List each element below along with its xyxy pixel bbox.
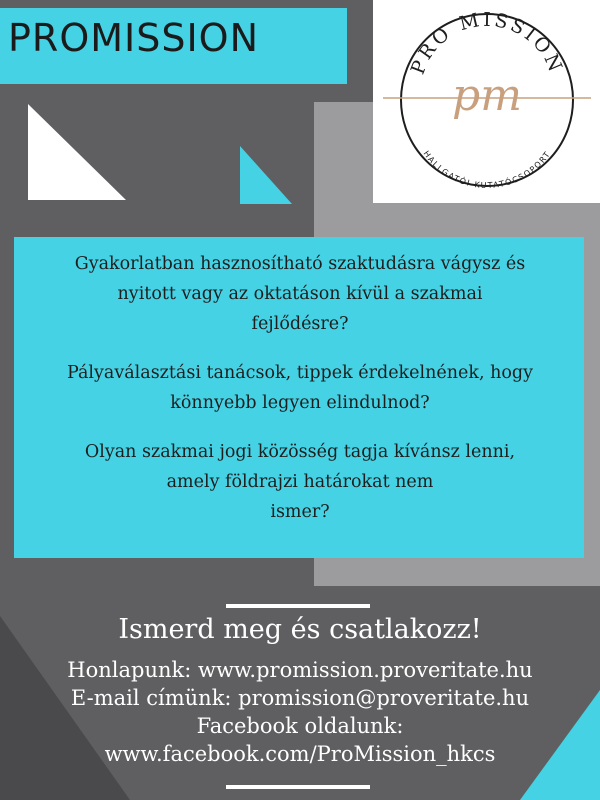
logo-monogram: pm <box>452 70 522 121</box>
page-title: PROMISSION <box>8 16 260 60</box>
facebook-label: Facebook oldalunk: <box>196 714 404 738</box>
logo <box>373 0 600 203</box>
logo-emblem <box>373 0 600 203</box>
email-line[interactable]: E-mail címünk: promission@proveritate.hu <box>70 686 530 710</box>
paragraph-3: Olyan szakmai jogi közösség tagja kívánsz lenni, amely földrajzi határokat nem ismer? <box>84 442 516 522</box>
contact-info <box>0 656 600 768</box>
content-text <box>20 249 580 546</box>
top-divider <box>226 604 370 608</box>
paragraph-1: Gyakorlatban hasznosítható szaktudásra vágysz és nyitott vagy az oktatáson kívül a szakmai fejlődésre? <box>74 254 526 334</box>
white-triangle <box>28 104 126 200</box>
cyan-small-triangle <box>240 146 292 204</box>
facebook-link[interactable]: www.facebook.com/ProMission_hkcs <box>104 742 496 766</box>
paragraph-2: Pályaválasztási tanácsok, tippek érdekelnének, hogy könnyebb legyen elindulnod? <box>67 363 533 413</box>
bottom-divider <box>226 785 370 789</box>
logo-subtitle: HALLGATÓI KUTATÓCSOPORT <box>421 149 553 191</box>
call-to-action: Ismerd meg és csatlakozz! <box>118 614 482 645</box>
logo-arc-text: PRO MISSION <box>406 8 568 78</box>
website-line[interactable]: Honlapunk: www.promission.proveritate.hu <box>67 658 533 682</box>
